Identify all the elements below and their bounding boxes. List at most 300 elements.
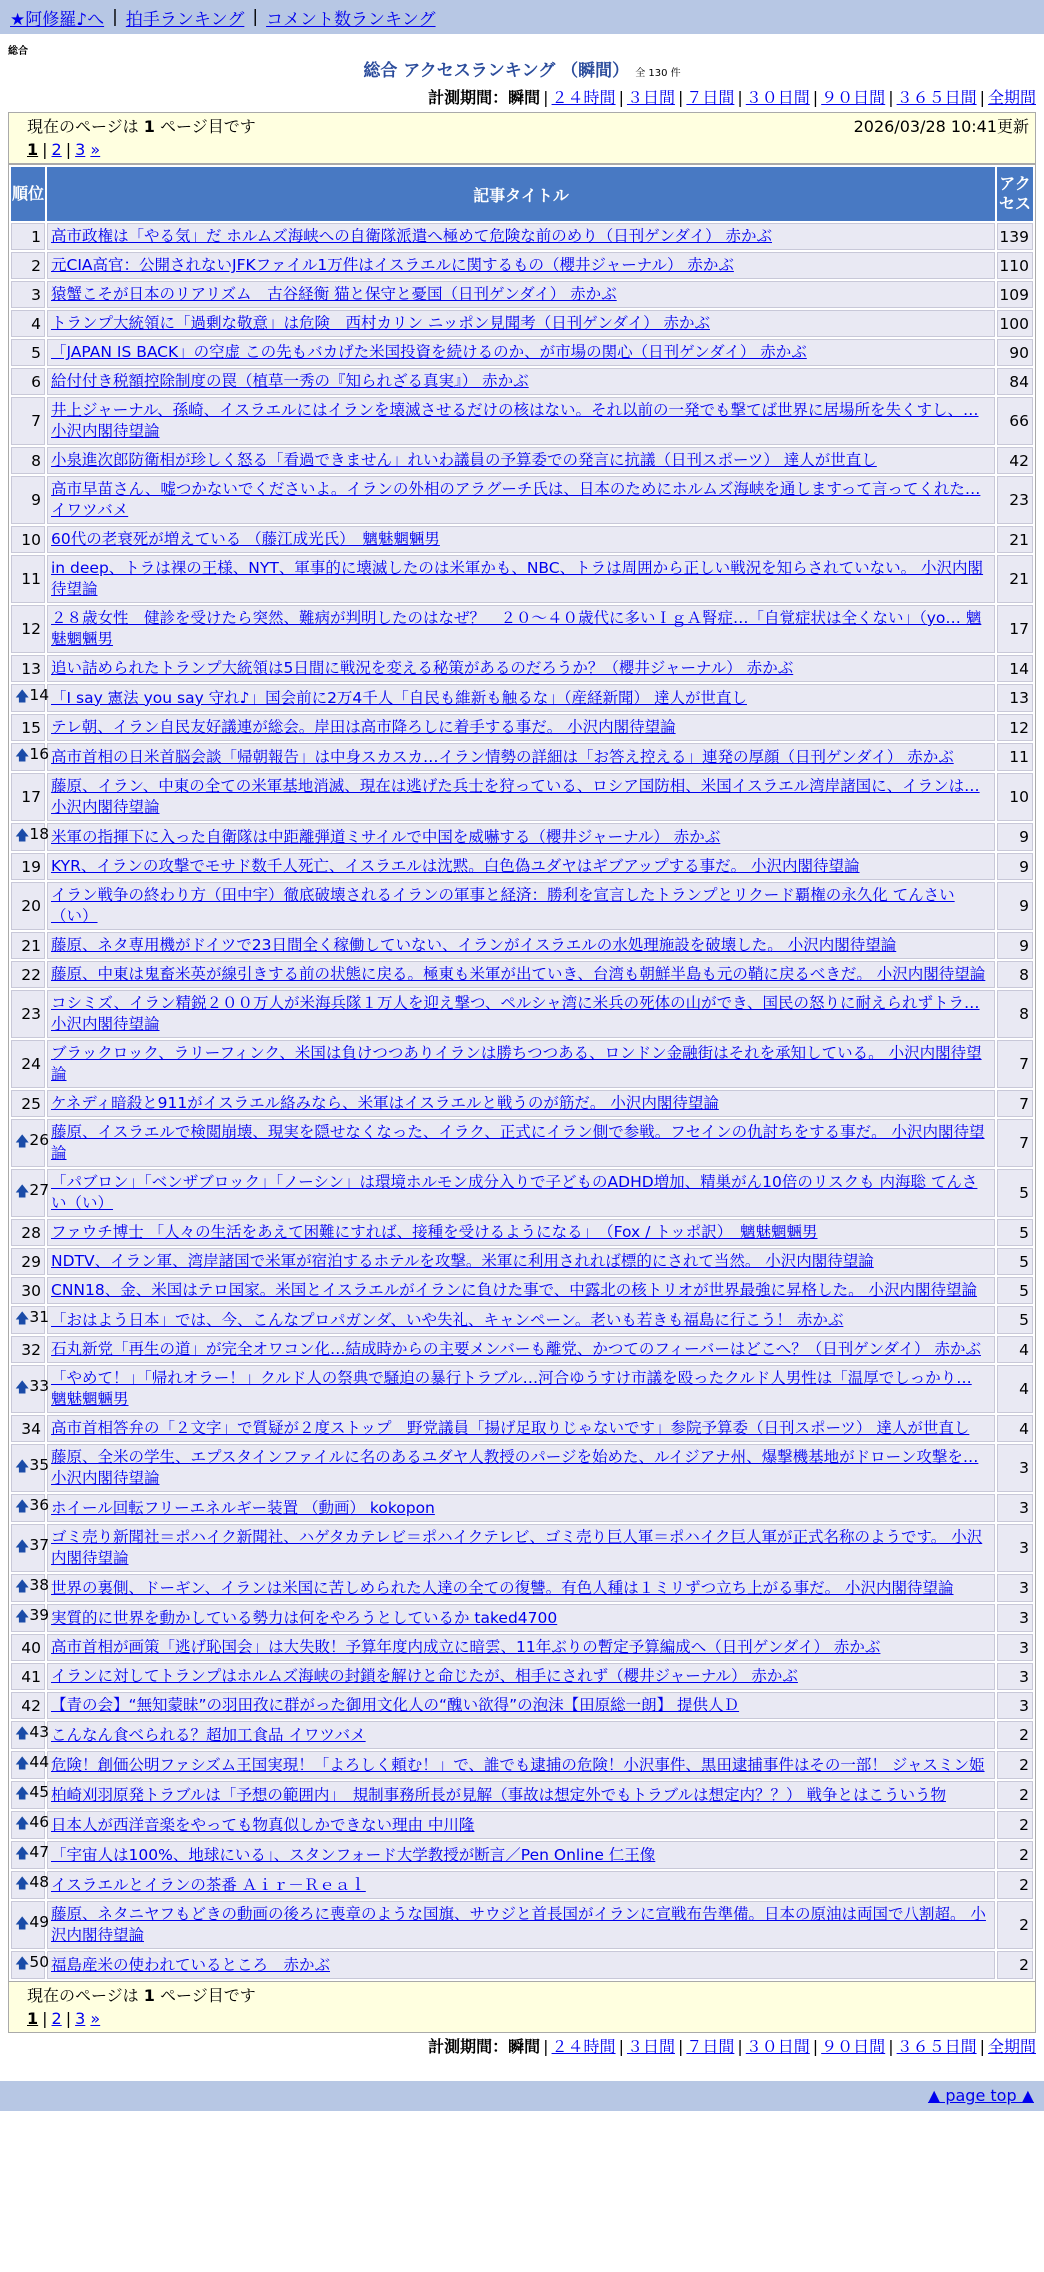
rank-cell — [11, 1811, 50, 1839]
bottom-bar — [0, 2081, 1044, 2111]
rank-number: 14 — [29, 686, 50, 704]
ranking-table — [8, 164, 1036, 1982]
period-selector-bottom — [0, 2033, 1044, 2061]
access-count: 10 — [997, 773, 1033, 821]
rank-cell — [11, 932, 45, 959]
up-arrow-icon: 🡅 — [15, 1609, 30, 1625]
rank-cell — [11, 1306, 50, 1334]
rank-cell — [11, 1901, 50, 1949]
title-cell — [47, 1751, 995, 1779]
up-arrow-icon: 🡅 — [15, 1846, 30, 1862]
access-count: 3 — [997, 1524, 1033, 1572]
title-cell — [47, 605, 995, 653]
rank-number: 35 — [29, 1456, 50, 1474]
rank-number: 17 — [21, 788, 41, 806]
table-row — [11, 684, 1033, 712]
rank-cell — [11, 1277, 45, 1304]
rank-cell — [11, 1494, 50, 1522]
title-cell — [47, 368, 995, 395]
article-link[interactable]: ケネディ暗殺と911がイスラエル絡みなら、米軍はイスラエルと戦うのが筋だ。 小沢内閣待望論 — [51, 1094, 719, 1112]
rank-cell — [11, 823, 50, 851]
article-link[interactable]: 井上ジャーナル、孫崎、イスラエルにはイランを壊滅させるだけの核はない。それ以前の一発でも撃てば世界に居場所を失くすし、… 小沢内閣待望論 — [51, 401, 979, 440]
access-count: 5 — [997, 1169, 1033, 1217]
rank-cell — [11, 1169, 50, 1217]
access-count: 2 — [997, 1841, 1033, 1869]
table-row — [11, 1751, 1033, 1779]
access-count: 110 — [997, 252, 1033, 279]
pager-page-link[interactable]: 3 — [75, 140, 86, 159]
rank-number: 6 — [31, 372, 41, 391]
period-separator: | — [618, 88, 624, 107]
up-arrow-icon: 🡅 — [15, 1916, 30, 1932]
article-link[interactable]: ホイール回転フリーエネルギー装置 （動画） kokopon — [51, 1498, 435, 1517]
article-link[interactable]: 実質的に世界を動かしている勢力は何をやろうとしているか taked4700 — [51, 1608, 558, 1627]
nav-link-comment-ranking[interactable]: コメント数ランキング — [266, 9, 436, 30]
rank-number: 16 — [29, 745, 50, 763]
category-label: 総合 — [8, 46, 28, 57]
access-count: 3 — [997, 1604, 1033, 1632]
period-label: 計測期間： — [428, 2037, 509, 2056]
rank-number: 46 — [29, 1813, 50, 1831]
up-arrow-icon: 🡅 — [15, 1311, 30, 1327]
access-count: 2 — [997, 1721, 1033, 1749]
up-arrow-icon: 🡅 — [15, 1380, 30, 1396]
article-link[interactable]: 「I say 憲法 you say 守れ♪」国会前に2万4千人「自民も維新も触るな」（産経新聞） 達人が世直し — [51, 688, 747, 707]
title-cell — [47, 447, 995, 474]
title-cell — [47, 1951, 995, 1979]
title-cell — [47, 526, 995, 553]
table-row — [11, 853, 1033, 880]
rank-number: 36 — [29, 1496, 50, 1514]
rank-cell — [11, 684, 50, 712]
nav-link-applause-ranking[interactable]: 拍手ランキング — [125, 9, 245, 30]
table-row — [11, 990, 1033, 1038]
rank-number: 7 — [31, 412, 41, 430]
article-link[interactable]: ファウチ博士 「人々の生活をあえて困難にすれば、接種を受けるようになる」 （Fox / トッポ訳） 魑魅魍魎男 — [51, 1223, 818, 1241]
rank-cell — [11, 714, 45, 741]
article-link[interactable]: 「宇宙人は100%、地球にいる」、スタンフォード大学教授が断言／Pen Online 仁王像 — [51, 1845, 656, 1864]
table-row — [11, 281, 1033, 308]
table-row — [11, 1248, 1033, 1275]
rank-cell — [11, 743, 50, 771]
period-selector-top — [0, 84, 1044, 112]
table-row — [11, 1494, 1033, 1522]
table-row — [11, 1040, 1033, 1088]
access-count: 100 — [997, 310, 1033, 337]
pager-next-link[interactable]: » — [90, 140, 101, 159]
article-link[interactable]: ２８歳女性 健診を受けたら突然、難病が判明したのはなぜ？ ２０～４０歳代に多いＩｇＡ腎症…「自覚症状は全くない」（yo… 魑魅魍魎男 — [51, 609, 982, 648]
article-link[interactable]: 藤原、イスラエルで検閲崩壊、現実を隠せなくなった、イラク、正式にイラン側で参戦。フセインの仇討ちをする事だ。 小沢内閣待望論 — [51, 1123, 985, 1162]
pager-page-link[interactable]: 3 — [75, 2009, 86, 2028]
rank-cell — [11, 281, 45, 308]
rank-number: 23 — [21, 1005, 41, 1023]
article-link[interactable]: 石丸新党「再生の道」が完全オワコン化…結成時からの主要メンバーも離党、かつてのフィーバーはどこへ？（日刊ゲンダイ） 赤かぶ — [51, 1340, 981, 1358]
table-row — [11, 1901, 1033, 1949]
rank-number: 5 — [31, 343, 41, 362]
table-row — [11, 1781, 1033, 1809]
rank-number: 26 — [29, 1131, 50, 1149]
access-count: 2 — [997, 1751, 1033, 1779]
title-cell — [47, 1721, 995, 1749]
rank-cell — [11, 990, 45, 1038]
title-cell — [47, 1574, 995, 1602]
rank-cell — [11, 1663, 45, 1690]
title-cell — [47, 1871, 995, 1899]
article-link[interactable]: 元CIA高官：公開されないJFKファイル1万件はイスラエルに関するもの（櫻井ジャーナル） 赤かぶ — [51, 256, 734, 274]
access-count: 3 — [997, 1663, 1033, 1690]
article-link[interactable]: テレ朝、イラン自民友好議連が総会。岸田は高市降ろしに着手する事だ。 小沢内閣待望論 — [51, 718, 676, 736]
title-cell — [47, 1169, 995, 1217]
period-option-link[interactable]: ３６５日間 — [896, 2037, 977, 2056]
title-cell — [47, 1663, 995, 1690]
access-count: 2 — [997, 1781, 1033, 1809]
rank-number: 11 — [21, 570, 41, 588]
rank-cell — [11, 1248, 45, 1275]
rank-number: 47 — [29, 1843, 50, 1861]
period-option-link[interactable]: ３６５日間 — [896, 88, 977, 107]
title-cell — [47, 1306, 995, 1334]
table-row — [11, 1119, 1033, 1167]
rank-number: 30 — [21, 1281, 41, 1300]
rank-number: 43 — [29, 1723, 50, 1741]
title-cell — [47, 1692, 995, 1719]
access-count: 7 — [997, 1040, 1033, 1088]
title-header: 記事タイトル — [47, 167, 995, 221]
rank-number: 49 — [29, 1913, 50, 1931]
rank-number: 28 — [21, 1223, 41, 1242]
rank-number: 32 — [21, 1340, 41, 1359]
rank-number: 38 — [29, 1576, 50, 1594]
table-row — [11, 1365, 1033, 1413]
page-info-text: 現在のページは 1 ページ目です — [27, 1986, 256, 2005]
period-option-link[interactable]: ３０日間 — [745, 88, 810, 107]
access-count: 4 — [997, 1365, 1033, 1413]
table-row — [11, 605, 1033, 653]
access-count: 42 — [997, 447, 1033, 474]
rank-cell — [11, 1951, 50, 1979]
count-header: アクセス — [997, 167, 1033, 221]
pager-separator: | — [65, 140, 72, 159]
access-count: 9 — [997, 823, 1033, 851]
article-link[interactable]: 高市首相が画策「逃げ恥国会」は大失敗！予算年度内成立に暗雲、11年ぶりの暫定予算編成へ（日刊ゲンダイ） 赤かぶ — [51, 1638, 881, 1656]
period-option-link[interactable]: 全期間 — [987, 88, 1036, 107]
access-count: 3 — [997, 1692, 1033, 1719]
period-separator: | — [677, 88, 684, 107]
title-cell — [47, 555, 995, 603]
article-link[interactable]: コシミズ、イラン精鋭２００万人が米海兵隊１万人を迎え撃つ、ペルシャ湾に米兵の死体の山ができ、国民の怒りに耐えられずトラ… 小沢内閣待望論 — [51, 994, 980, 1033]
article-link[interactable]: 藤原、中東は鬼畜米英が線引きする前の状態に戻る。極東も米軍が出ていき、台湾も朝鮮半島も元の鞘に戻るべきだ。 小沢内閣待望論 — [51, 965, 986, 983]
access-count: 8 — [997, 990, 1033, 1038]
period-option-link[interactable]: ７日間 — [686, 2037, 735, 2056]
up-arrow-icon: 🡅 — [15, 1459, 30, 1475]
period-option-link[interactable]: ３日間 — [626, 2037, 675, 2056]
period-label: 計測期間： — [428, 88, 509, 107]
up-arrow-icon: 🡅 — [15, 1579, 30, 1595]
up-arrow-icon: 🡅 — [15, 1184, 30, 1200]
total-count: 全 130 件 — [635, 68, 681, 79]
article-link[interactable]: NDTV、イラン軍、湾岸諸国で米軍が宿泊するホテルを攻撃。米軍に利用されれば標的にされて当然。 小沢内閣待望論 — [51, 1252, 874, 1270]
table-row — [11, 1090, 1033, 1117]
rank-number: 40 — [21, 1638, 41, 1657]
pagination-box-top — [8, 112, 1036, 164]
article-link[interactable]: 給付付き税額控除制度の罠（植草一秀の『知られざる真実』） 赤かぶ — [51, 372, 529, 390]
period-separator: | — [737, 2037, 743, 2056]
up-arrow-icon: 🡅 — [15, 828, 30, 844]
access-count: 109 — [997, 281, 1033, 308]
period-option-link[interactable]: ９０日間 — [821, 2037, 886, 2056]
page-heading — [0, 58, 1044, 84]
title-cell — [47, 1119, 995, 1167]
up-arrow-icon: 🡅 — [15, 1956, 30, 1972]
rank-number: 19 — [21, 857, 41, 876]
period-separator: | — [812, 2037, 819, 2056]
title-cell — [47, 773, 995, 821]
access-count: 12 — [997, 714, 1033, 741]
period-option-link[interactable]: ２４時間 — [551, 2037, 616, 2056]
rank-cell — [11, 1444, 50, 1492]
pager-top — [27, 139, 1029, 161]
article-link[interactable]: 日本人が西洋音楽をやっても物真似しかできない理由 中川隆 — [51, 1815, 475, 1834]
table-row — [11, 1871, 1033, 1899]
updated-timestamp: 2026/03/28 10:41更新 — [853, 117, 1029, 136]
table-row — [11, 743, 1033, 771]
up-arrow-icon: 🡅 — [15, 1499, 30, 1515]
table-row — [11, 397, 1033, 445]
article-link[interactable]: 高市首相答弁の「２文字」で質疑が２度ストップ 野党議員「揚げ足取りじゃないです」参院予算委（日刊スポーツ） 達人が世直し — [51, 1419, 970, 1437]
title-cell — [47, 310, 995, 337]
article-link[interactable]: 猿蟹こそが日本のリアリズム 古谷経衡 猫と保守と憂国（日刊ゲンダイ） 赤かぶ — [51, 285, 617, 303]
nav-separator: | — [112, 7, 118, 27]
rank-cell — [11, 1841, 50, 1869]
pager-separator: | — [42, 140, 48, 159]
article-link[interactable]: 「やめて！」「帰れオラー！」クルド人の祭典で騒迫の暴行トラブル…河合ゆうすけ市議を殴ったクルド人男性は「温厚でしっかり… 魑魅魍魎男 — [51, 1369, 972, 1408]
pager-bottom — [27, 2008, 1029, 2030]
pager-page-link[interactable]: 2 — [51, 2009, 62, 2028]
article-link[interactable]: こんなん食べられる？超加工食品 イワツバメ — [51, 1725, 366, 1744]
title-cell — [47, 397, 995, 445]
access-count: 7 — [997, 1119, 1033, 1167]
access-count: 13 — [997, 684, 1033, 712]
table-row — [11, 1721, 1033, 1749]
article-link[interactable]: 柏崎刈羽原発トラブルは「予想の範囲内」 規制事務所長が見解（事故は想定外でもトラブルは想定内？？） 戦争とはこういう物 — [51, 1785, 946, 1804]
rank-cell — [11, 447, 45, 474]
rank-number: 10 — [21, 530, 41, 549]
pager-separator: | — [42, 2009, 48, 2028]
article-link[interactable]: 60代の老衰死が増えている （藤江成光氏） 魑魅魍魎男 — [51, 530, 440, 548]
rank-number: 15 — [21, 718, 41, 737]
table-row — [11, 1811, 1033, 1839]
rank-cell — [11, 655, 45, 682]
rank-number: 13 — [21, 659, 41, 678]
table-row — [11, 1634, 1033, 1661]
article-link[interactable]: ゴミ売り新聞社＝ポハイク新聞社、ハゲタカテレビ＝ポハイクテレビ、ゴミ売り巨人軍＝ポハイク巨人軍が正式名称のようです。 小沢内閣待望論 — [51, 1528, 983, 1567]
table-row — [11, 932, 1033, 959]
period-option-link[interactable]: ３日間 — [626, 88, 675, 107]
pager-page-link[interactable]: 2 — [51, 140, 62, 159]
top-nav-bar — [0, 0, 1044, 34]
access-count: 11 — [997, 743, 1033, 771]
period-separator: | — [888, 88, 894, 107]
page-top-link[interactable]: ▲ page top ▲ — [927, 2086, 1034, 2105]
up-arrow-icon: 🡅 — [15, 1726, 30, 1742]
rank-number: 39 — [29, 1606, 50, 1624]
article-link[interactable]: 福島産米の使われているところ 赤かぶ — [51, 1955, 331, 1974]
rank-number: 8 — [31, 451, 41, 470]
title-cell — [47, 1248, 995, 1275]
nav-link-asyura[interactable]: ★阿修羅♪へ — [10, 9, 105, 30]
rank-number: 4 — [31, 314, 41, 333]
rank-cell — [11, 526, 45, 553]
access-count: 2 — [997, 1811, 1033, 1839]
nav-separator: | — [252, 7, 259, 27]
table-row — [11, 961, 1033, 988]
access-count: 23 — [997, 476, 1033, 524]
table-row — [11, 823, 1033, 851]
title-cell — [47, 252, 995, 279]
rank-cell — [11, 1119, 50, 1167]
article-link[interactable]: ブラックロック、ラリーフィンク、米国は負けつつありイランは勝ちつつある、ロンドン金融街はそれを承知している。 小沢内閣待望論 — [51, 1044, 982, 1083]
title-cell — [47, 882, 995, 930]
rank-number: 1 — [31, 227, 41, 246]
article-link[interactable]: イスラエルとイランの茶番 Ａｉｒ－Ｒｅａｌ — [51, 1875, 366, 1894]
title-cell — [47, 990, 995, 1038]
title-cell — [47, 743, 995, 771]
rank-cell — [11, 368, 45, 395]
rank-cell — [11, 252, 45, 279]
page-title: 総合 アクセスランキング （瞬間） — [363, 61, 630, 81]
table-row — [11, 310, 1033, 337]
article-link[interactable]: 高市首相の日米首脳会談「帰朝報告」は中身スカスカ…イラン情勢の詳細は「お答え控える」連発の厚顔（日刊ゲンダイ） 赤かぶ — [51, 747, 954, 766]
rank-cell — [11, 1781, 50, 1809]
article-link[interactable]: 「JAPAN IS BACK」の空虚 この先もバカげた米国投資を続けるのか、が市場の関心（日刊ゲンダイ） 赤かぶ — [51, 343, 807, 361]
rank-cell — [11, 1219, 45, 1246]
title-cell — [47, 223, 995, 250]
period-option-link[interactable]: ９０日間 — [821, 88, 886, 107]
article-link[interactable]: 藤原、ネタニヤフもどきの動画の後ろに喪章のような国旗、サウジと首長国がイランに宣戦布告準備。日本の原油は両国で八割超。 小沢内閣待望論 — [51, 1905, 986, 1944]
article-link[interactable]: 「おはよう日本」では、今、こんなプロパガンダ、いや失礼、キャンペーン。老いも若きも福島に行こう！ 赤かぶ — [51, 1310, 844, 1329]
access-count: 17 — [997, 605, 1033, 653]
rank-cell — [11, 339, 45, 366]
table-row — [11, 555, 1033, 603]
article-link[interactable]: 藤原、イラン、中東の全ての米軍基地消滅、現在は逃げた兵士を狩っている、ロシア国防相、米国イスラエル湾岸諸国に、イランは… 小沢内閣待望論 — [51, 777, 980, 816]
rank-cell — [11, 853, 45, 880]
title-cell — [47, 714, 995, 741]
table-row — [11, 526, 1033, 553]
up-arrow-icon: 🡅 — [15, 1756, 30, 1772]
rank-cell — [11, 961, 45, 988]
period-separator: | — [543, 88, 549, 107]
ranking-container — [8, 112, 1036, 2033]
period-separator: | — [888, 2037, 894, 2056]
article-link[interactable]: 危険！創価公明ファシズム王国実現！「よろしく頼む！」で、誰でも逮捕の危険！小沢事件、黒田逮捕事件はその一部！ ジャスミン姫 — [51, 1755, 985, 1774]
article-link[interactable]: in deep、トラは裸の王様、NYT、軍事的に壊滅したのは米軍かも、NBC、トラは周囲から正しい戦況を知らされていない。 小沢内閣待望論 — [51, 559, 984, 598]
period-separator: | — [618, 2037, 624, 2056]
up-arrow-icon: 🡅 — [15, 1539, 30, 1555]
title-cell — [47, 823, 995, 851]
access-count: 3 — [997, 1574, 1033, 1602]
article-link[interactable]: 「パブロン」「ベンザブロック」「ノーシン」は環境ホルモン成分入りで子どものADHD増加、精巣がん10倍のリスクも 内海聡 てんさい（い） — [51, 1173, 978, 1212]
rank-cell — [11, 1365, 50, 1413]
title-cell — [47, 1811, 995, 1839]
title-cell — [47, 1040, 995, 1088]
period-option-link[interactable]: 全期間 — [987, 2037, 1036, 2056]
pager-current-page: 1 — [27, 140, 39, 159]
up-arrow-icon: 🡅 — [15, 689, 30, 705]
article-link[interactable]: 藤原、ネタ専用機がドイツで23日間全く稼働していない、イランがイスラエルの水処理施設を破壊した。 小沢内閣待望論 — [51, 936, 897, 954]
access-count: 5 — [997, 1219, 1033, 1246]
article-link[interactable]: CNN18、金、米国はテロ国家。米国とイスラエルがイランに負けた事で、中露北の核トリオが世界最強に昇格した。 小沢内閣待望論 — [51, 1281, 978, 1299]
article-link[interactable]: イラン戦争の終わり方（田中宇）徹底破壊されるイランの軍事と経済：勝利を宣言したトランプとリクード覇権の永久化 てんさい（い） — [51, 886, 955, 925]
article-link[interactable]: イランに対してトランプはホルムズ海峡の封鎖を解けと命じたが、相手にされず（櫻井ジャーナル） 赤かぶ — [51, 1667, 798, 1685]
rank-number: 25 — [21, 1094, 41, 1113]
article-link[interactable]: トランプ大統領に「過剰な敬意」は危険 西村カリン ニッポン見聞考（日刊ゲンダイ） 赤かぶ — [51, 314, 710, 332]
rank-cell — [11, 1336, 45, 1363]
table-row — [11, 1306, 1033, 1334]
article-link[interactable]: 世界の裏側、ドーギン、イランは米国に苦しめられた人達の全ての復讐。有色人種は１ミリずつ立ち上がる事だ。 小沢内閣待望論 — [51, 1578, 954, 1597]
article-link[interactable]: 高市政権は「やる気」だ ホルムズ海峡への自衛隊派遣へ極めて危険な前のめり（日刊ゲンダイ） 赤かぶ — [51, 227, 772, 245]
rank-number: 9 — [31, 491, 41, 509]
article-link[interactable]: 米軍の指揮下に入った自衛隊は中距離弾道ミサイルで中国を威嚇する（櫻井ジャーナル） 赤かぶ — [51, 827, 721, 846]
table-row — [11, 1169, 1033, 1217]
period-option-current: 瞬間 — [508, 88, 541, 107]
pager-current-page: 1 — [27, 2009, 39, 2028]
access-count: 66 — [997, 397, 1033, 445]
access-count: 3 — [997, 1444, 1033, 1492]
period-option-link[interactable]: ３０日間 — [745, 2037, 810, 2056]
title-cell — [47, 339, 995, 366]
rank-number: 45 — [29, 1783, 50, 1801]
title-cell — [47, 684, 995, 712]
table-row — [11, 1663, 1033, 1690]
access-count: 3 — [997, 1494, 1033, 1522]
table-row — [11, 1524, 1033, 1572]
period-separator: | — [737, 88, 743, 107]
article-link[interactable]: 追い詰められたトランプ大統領は5日間に戦況を変える秘策があるのだろうか？（櫻井ジャーナル） 赤かぶ — [51, 659, 794, 677]
article-link[interactable]: 藤原、全米の学生、エプスタインファイルに名のあるユダヤ人教授のパージを始めた、ルイジアナ州、爆撃機基地がドローン攻撃を… 小沢内閣待望論 — [51, 1448, 979, 1487]
article-link[interactable]: 高市早苗さん、嘘つかないでくださいよ。イランの外相のアラグーチ氏は、日本のためにホルムズ海峡を通しますって言ってくれた… イワツバメ — [51, 480, 981, 519]
table-row — [11, 1219, 1033, 1246]
access-count: 5 — [997, 1277, 1033, 1304]
table-row — [11, 714, 1033, 741]
title-cell — [47, 655, 995, 682]
article-link[interactable]: 小泉進次郎防衛相が珍しく怒る「看過できません」れいわ議員の予算委での発言に抗議（日刊スポーツ） 達人が世直し — [51, 451, 877, 469]
table-row — [11, 1951, 1033, 1979]
rank-number: 3 — [31, 285, 41, 304]
period-option-link[interactable]: ７日間 — [686, 88, 735, 107]
table-row — [11, 1841, 1033, 1869]
period-separator: | — [812, 88, 819, 107]
title-cell — [47, 1524, 995, 1572]
table-row — [11, 1336, 1033, 1363]
access-count: 9 — [997, 932, 1033, 959]
rank-number: 31 — [29, 1308, 50, 1326]
period-separator: | — [677, 2037, 684, 2056]
rank-number: 20 — [21, 897, 41, 915]
rank-number: 12 — [21, 620, 41, 638]
article-link[interactable]: KYR、イランの攻撃でモサド数千人死亡、イスラエルは沈黙。白色偽ユダヤはギブアップする事だ。 小沢内閣待望論 — [51, 857, 860, 875]
rank-cell — [11, 1751, 50, 1779]
pager-next-link[interactable]: » — [90, 2009, 101, 2028]
table-row — [11, 655, 1033, 682]
rank-cell — [11, 1574, 50, 1602]
period-option-link[interactable]: ２４時間 — [551, 88, 616, 107]
table-row — [11, 882, 1033, 930]
article-link[interactable]: 【青の会】“無知蒙昧”の羽田孜に群がった御用文化人の“醜い欲得”の泡沫【田原総一朗】 提供人Ｄ — [51, 1696, 740, 1714]
title-cell — [47, 961, 995, 988]
up-arrow-icon: 🡅 — [15, 1816, 30, 1832]
access-count: 9 — [997, 853, 1033, 880]
period-separator: | — [979, 2037, 985, 2056]
